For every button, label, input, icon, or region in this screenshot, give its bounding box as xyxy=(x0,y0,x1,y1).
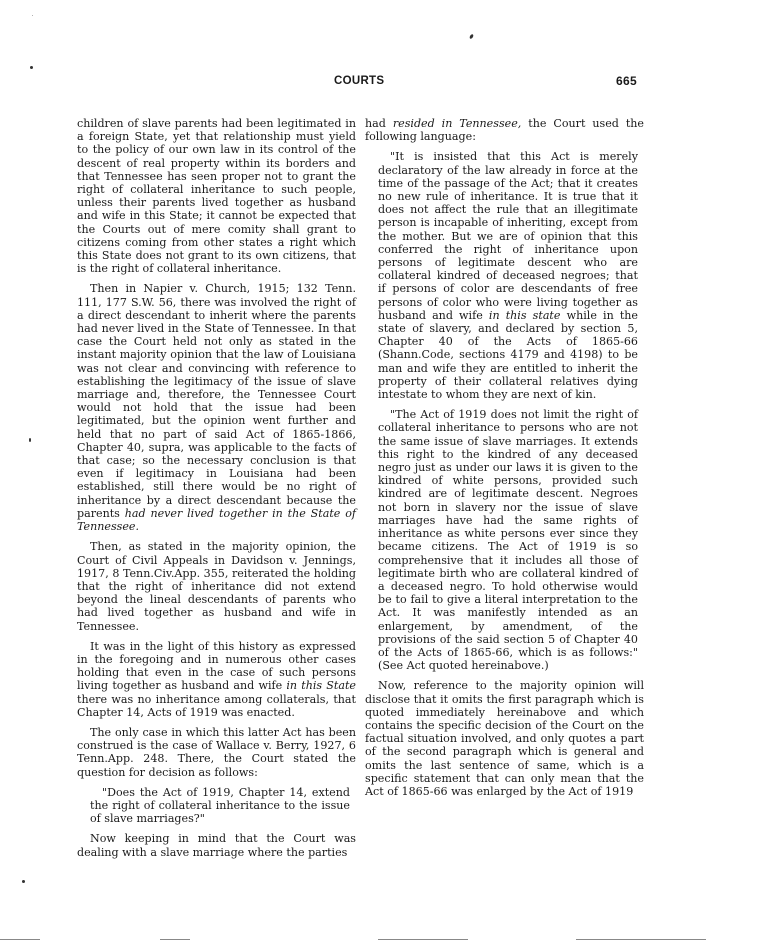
scan-speck xyxy=(469,34,474,40)
emphasis: in this state xyxy=(488,308,561,322)
emphasis: resided in Tennessee, xyxy=(392,117,522,130)
running-header xyxy=(0,72,763,90)
scan-speck xyxy=(32,15,33,16)
paragraph: had resided in Tennessee, the Court used the following language: xyxy=(365,117,645,144)
scan-speck xyxy=(29,438,31,442)
scan-edge-line xyxy=(160,939,190,940)
emphasis: in this State xyxy=(286,679,356,693)
scan-edge-line xyxy=(378,939,468,940)
scan-speck xyxy=(22,880,25,883)
page-number: 665 xyxy=(616,74,637,88)
right-column xyxy=(365,117,644,805)
paragraph: children of slave parents had been legitimated in a foreign State, yet that relationship must yield to the policy of our own law in its control of the descent of real property within its borders and that Tennessee has seen proper not to grant the right of collateral inheritance to such people, unless their parents lived together as husband and wife in this State; it cannot be expected that the Courts out of mere comity shall grant to citizens coming from other states a right which this State does not grant to its own citizens, that is the right of collateral inheritance. xyxy=(77,117,356,276)
running-title: COURTS xyxy=(334,75,385,87)
paragraph: The only case in which this latter Act has been construed is the case of Wallace v. Berry, 1927, 6 Tenn.App. 248. There, the Court stated the question for decision as follows: xyxy=(77,725,356,779)
scan-speck xyxy=(30,66,33,69)
paragraph: Now, reference to the majority opinion will disclose that it omits the first paragraph which is quoted immediately hereinabove and which contains the specific decision of the Court on the factual situation involved, and only quotes a part of the second paragraph which is general and omits the last sentence of same, which is a specific statement that can only mean that the Act of 1865-66 was enlarged by the Act of 1919 xyxy=(365,679,644,798)
paragraph: It was in the light of this history as expressed in the foregoing and in numerous other cases holding that even in the case of such persons living together as husband and wife in this State there was no inheritance among collaterals, that Chapter 14, Acts of 1919 was enacted. xyxy=(77,639,356,719)
paragraph: Then in Napier v. Church, 1915; 132 Tenn. 111, 177 S.W. 56, there was involved the right of a direct descendant to inherit where the parents had never lived in the State of Tennessee. In that case the Court held not only as stated in the instant majority opinion that the law of Louisiana was not clear and convincing with reference to establishing the legitimacy of the issue of slave marriage and, therefore, the Tennessee Court would not hold that the issue had been legitimated, but the opinion went further and held that no part of said Act of 1865-1866, Chapter 40, supra, was applicable to the facts of that case; so the necessary conclusion is that even if legitimacy in Louisiana had been established, still there would be no right of inheritance by a direct descendant because the parents had never lived together in the State of Tennessee. xyxy=(77,282,356,534)
block-quote: "It is insisted that this Act is merely declaratory of the law already in force at the time of the passage of the Act; that it creates no new rule of inheritance. It is true that it does not affect the rule that an illegitimate person is incapable of inheriting, except from the mother. But we are of opinion that this conferred the right of inheritance upon persons of legitimate descent who are collateral kindred of deceased negroes; that if persons of color are descendants of free persons of color who were living together as husband and wife in this state while in the state of slavery, and declared by section 5, Chapter 40 of the Acts of 1865-66 (Shann.Code, sections 4179 and 4198) to be man and wife they are entitled to inherit the property of their collateral relatives dying intestate to whom they are next of kin. xyxy=(378,150,638,402)
paragraph: Then, as stated in the majority opinion, the Court of Civil Appeals in Davidson v. Jennings, 1917, 8 Tenn.Civ.App. 355, reiterated the holding that the right of inheritance did not extend beyond the lineal descendants of parents who had lived together as husband and wife in Tennessee. xyxy=(77,540,356,633)
block-quote: "The Act of 1919 does not limit the right of collateral inheritance to persons who are not the same issue of slave marriages. It extends this right to the kindred of any deceased negro just as under our laws it is given to the kindred of white persons, provided such kindred are of legitimate descent. Negroes not born in slavery nor the issue of slave marriages have had the same rights of inheritance as white persons ever since they became citizens. The Act of 1919 is so comprehensive that it includes all those of legitimate birth who are collateral kindred of a deceased negro. To hold otherwise would be to fail to give a literal interpretation to the Act. It was manifestly intended as an enlargement, by amendment, of the provisions of the said section 5 of Chapter 40 of the Acts of 1865-66, which is as follows:" (See Act quoted hereinabove.) xyxy=(378,408,638,673)
block-quote: "Does the Act of 1919, Chapter 14, extend the right of collateral inheritance to the issue of slave marriages?" xyxy=(90,785,350,826)
paragraph: Now keeping in mind that the Court was dealing with a slave marriage where the parties xyxy=(77,832,356,859)
left-column xyxy=(77,117,356,866)
scan-edge-line xyxy=(0,939,40,940)
scan-edge-line xyxy=(576,939,706,940)
emphasis: had never lived together in the State of Tennessee. xyxy=(77,506,356,534)
